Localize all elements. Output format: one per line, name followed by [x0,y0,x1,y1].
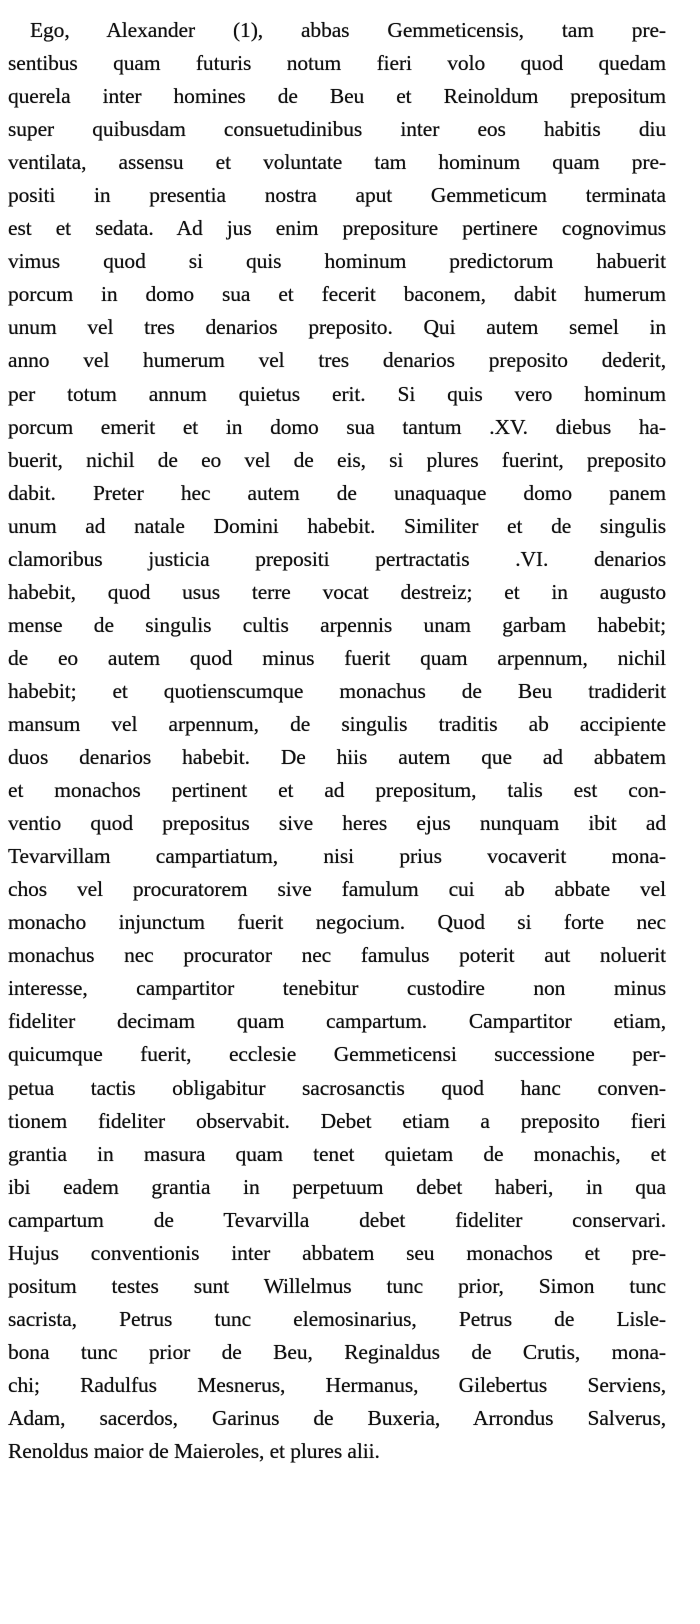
text-line: mansum vel arpennum, de singulis traditis ab accipiente [8,711,666,736]
text-line: querela inter homines de Beu et Reinoldum prepositum [8,84,666,109]
text-line: mense de singulis cultis arpennis unam garbam habebit; [8,612,666,637]
text-line: Tevarvillam campartiatum, nisi prius vocaverit mona- [8,844,666,869]
text-line: chi; Radulfus Mesnerus, Hermanus, Gilebertus Serviens, [8,1372,666,1397]
text-line: porcum emerit et in domo sua tantum .XV. diebus ha- [8,414,666,439]
text-line: sacrista, Petrus tunc elemosinarius, Petrus de Lisle- [8,1306,666,1331]
text-line: anno vel humerum vel tres denarios preposito dederit, [8,348,666,373]
text-line: Hujus conventionis inter abbatem seu monachos et pre- [8,1240,666,1265]
text-line: de eo autem quod minus fuerit quam arpennum, nichil [8,645,666,670]
text-line: habebit; et quotienscumque monachus de Beu tradiderit [8,678,666,703]
text-line: monachus nec procurator nec famulus poterit aut noluerit [8,943,666,968]
text-line: Ego, Alexander (1), abbas Gemmeticensis, tam pre- [30,18,666,42]
text-line: sentibus quam futuris notum fieri volo quod quedam [8,51,666,76]
text-line: interesse, campartitor tenebitur custodire non minus [8,976,666,1001]
text-line: tionem fideliter observabit. Debet etiam a preposito fieri [8,1108,666,1133]
text-line: petua tactis obligabitur sacrosanctis quod hanc conven- [8,1075,666,1100]
text-line: unum ad natale Domini habebit. Similiter et de singulis [8,513,666,538]
text-line: bona tunc prior de Beu, Reginaldus de Crutis, mona- [8,1339,666,1364]
text-line: fideliter decimam quam campartum. Campartitor etiam, [8,1009,666,1034]
text-line: ventilata, assensu et voluntate tam hominum quam pre- [8,150,666,175]
text-line: ibi eadem grantia in perpetuum debet haberi, in qua [8,1174,666,1199]
text-line: campartum de Tevarvilla debet fideliter conservari. [8,1207,666,1232]
text-line: clamoribus justicia prepositi pertractatis .VI. denarios [8,546,666,571]
text-line: habebit, quod usus terre vocat destreiz; et in augusto [8,579,666,604]
text-line: quicumque fuerit, ecclesie Gemmeticensi successione per- [8,1042,666,1067]
text-line: et monachos pertinent et ad prepositum, talis est con- [8,778,666,803]
text-line: Renoldus maior de Maieroles, et plures alii. [8,1439,380,1464]
text-line: duos denarios habebit. De hiis autem que ad abbatem [8,745,666,770]
text-line: grantia in masura quam tenet quietam de monachis, et [8,1141,666,1166]
text-line: per totum annum quietus erit. Si quis vero hominum [8,381,666,406]
text-line: porcum in domo sua et fecerit baconem, dabit humerum [8,282,666,307]
text-line: chos vel procuratorem sive famulum cui ab abbate vel [8,877,666,902]
text-line: est et sedata. Ad jus enim prepositure pertinere cognovimus [8,216,666,241]
text-line: buerit, nichil de eo vel de eis, si plures fuerint, preposito [8,447,666,472]
document-body [8,14,666,1468]
text-line: Adam, sacerdos, Garinus de Buxeria, Arrondus Salverus, [8,1405,666,1430]
text-line: positi in presentia nostra aput Gemmeticum terminata [8,183,666,208]
text-line: vimus quod si quis hominum predictorum habuerit [8,249,666,274]
text-line: super quibusdam consuetudinibus inter eos habitis diu [8,117,666,142]
text-line: unum vel tres denarios preposito. Qui autem semel in [8,315,666,340]
text-line: positum testes sunt Willelmus tunc prior, Simon tunc [8,1273,666,1298]
text-line: dabit. Preter hec autem de unaquaque domo panem [8,480,666,505]
text-line: monacho injunctum fuerit negocium. Quod si forte nec [8,910,666,935]
text-line: ventio quod prepositus sive heres ejus nunquam ibit ad [8,811,666,836]
